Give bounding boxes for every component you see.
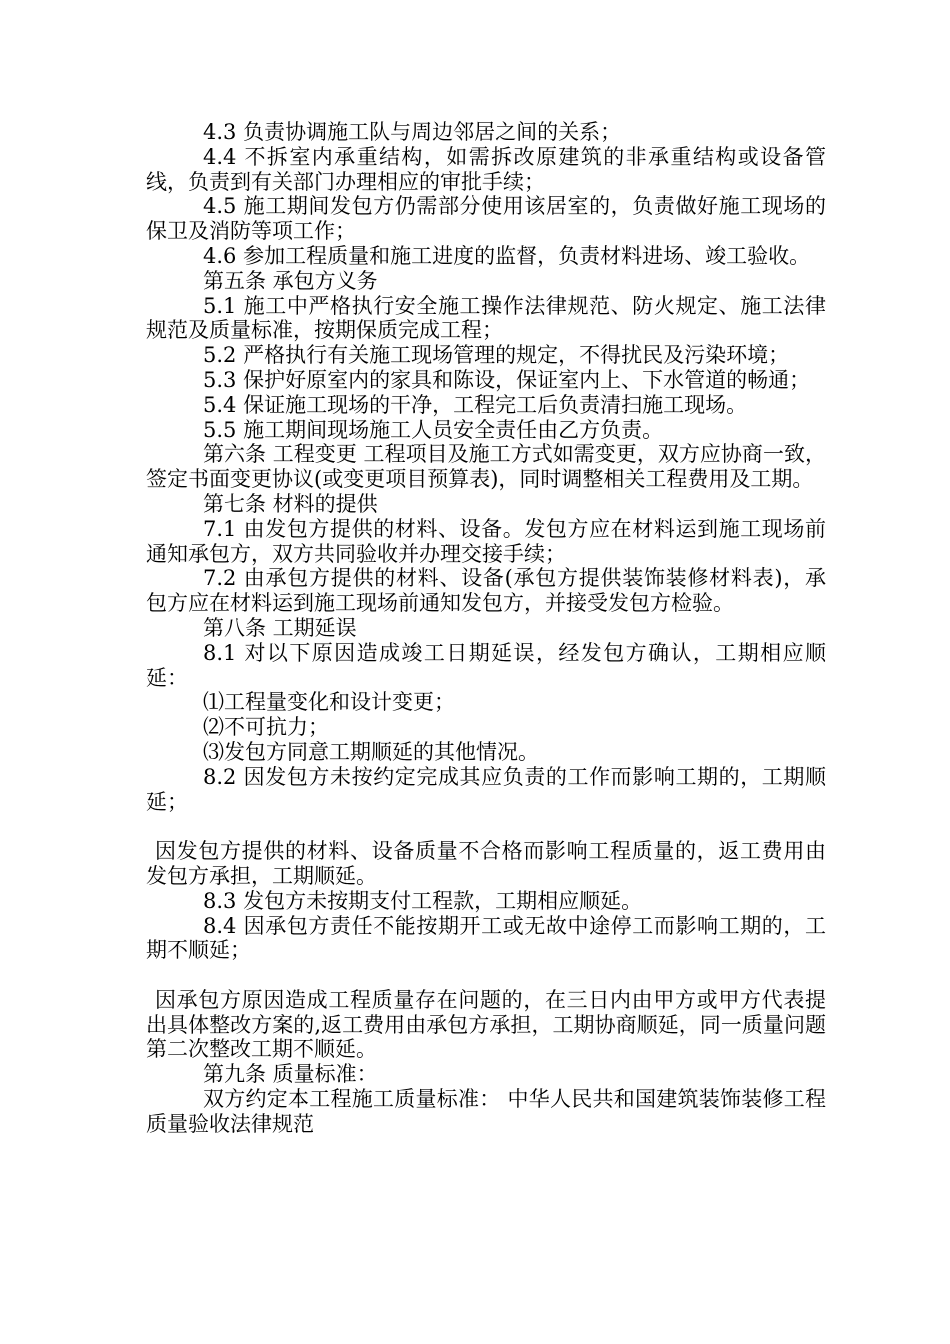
- clause-5-4: 5.4 保证施工现场的干净，工程完工后负责清扫施工现场。: [203, 392, 748, 417]
- list-item-1: ⑴工程量变化和设计变更；: [203, 690, 455, 715]
- article-9-heading: 第九条 质量标准：: [203, 1062, 378, 1087]
- list-item-2: ⑵不可抗力；: [203, 715, 329, 740]
- list-item-3: ⑶发包方同意工期顺延的其他情况。: [203, 739, 539, 764]
- clause-8-2: 8.2 因发包方未按约定完成其应负责的工作而影响工期的，工期顺延；: [146, 764, 826, 814]
- clause-4-4: 4.4 不拆室内承重结构，如需拆改原建筑的非承重结构或设备管线，负责到有关部门办理相应的审批手续；: [146, 144, 826, 194]
- clause-4-3: 4.3 负责协调施工队与周边邻居之间的关系；: [203, 120, 622, 144]
- clause-8-3: 8.3 发包方未按期支付工程款，工期相应顺延。: [203, 888, 643, 913]
- clause-7-2: 7.2 由承包方提供的材料、设备(承包方提供装饰装修材料表)，承包方应在材料运到施工现场前通知发包方，并接受发包方检验。: [146, 566, 826, 616]
- clause-8-4-note: 因承包方原因造成工程质量存在问题的，在三日内由甲方或甲方代表提出具体整改方案的,返工费用由承包方承担，工期协商顺延，同一质量问题第二次整改工期不顺延。: [146, 987, 826, 1062]
- clause-4-5: 4.5 施工期间发包方仍需部分使用该居室的，负责做好施工现场的保卫及消防等项工作；: [146, 194, 826, 244]
- clause-5-3: 5.3 保护好原室内的家具和陈设，保证室内上、下水管道的畅通；: [203, 367, 811, 392]
- clause-5-5: 5.5 施工期间现场施工人员安全责任由乙方负责。: [203, 417, 664, 442]
- article-9-body: 双方约定本工程施工质量标准： 中华人民共和国建筑装饰装修工程质量验收法律规范: [146, 1087, 826, 1136]
- clause-8-1: 8.1 对以下原因造成竣工日期延误，经发包方确认，工期相应顺延：: [146, 640, 826, 690]
- article-5-heading: 第五条 承包方义务: [203, 268, 378, 293]
- clause-5-2: 5.2 严格执行有关施工现场管理的规定，不得扰民及污染环境；: [203, 343, 790, 368]
- article-6: 第六条 工程变更 工程项目及施工方式如需变更，双方应协商一致，签定书面变更协议(或变更项目预算表)，同时调整相关工程费用及工期。: [146, 442, 826, 492]
- clause-8-2-note: 因发包方提供的材料、设备质量不合格而影响工程质量的，返工费用由发包方承担，工期顺延。: [146, 839, 826, 888]
- document-body: [146, 120, 826, 1137]
- article-8-heading: 第八条 工期延误: [203, 615, 357, 640]
- clause-7-1: 7.1 由发包方提供的材料、设备。发包方应在材料运到施工现场前通知承包方，双方共同验收并办理交接手续；: [146, 516, 826, 566]
- clause-8-4: 8.4 因承包方责任不能按期开工或无故中途停工而影响工期的，工期不顺延；: [146, 913, 826, 963]
- clause-4-6: 4.6 参加工程质量和施工进度的监督，负责材料进场、竣工验收。: [203, 243, 811, 268]
- clause-5-1: 5.1 施工中严格执行安全施工操作法律规范、防火规定、施工法律规范及质量标准，按期保质完成工程；: [146, 293, 826, 343]
- article-7-heading: 第七条 材料的提供: [203, 491, 378, 516]
